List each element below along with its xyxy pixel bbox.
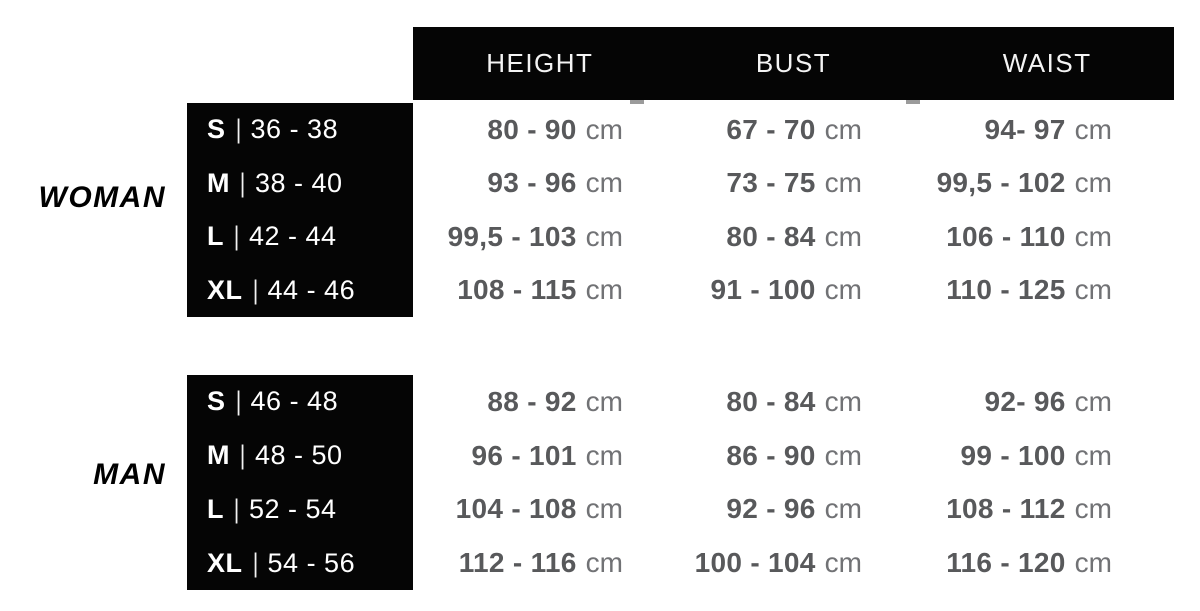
value-number: 99,5 - 102: [936, 167, 1066, 199]
waist-value: [920, 375, 1174, 429]
waist-value: [920, 536, 1174, 590]
size-code: XL: [207, 547, 243, 578]
value-unit: cm: [585, 547, 623, 579]
value-number: 96 - 101: [471, 439, 577, 471]
value-unit: cm: [824, 547, 862, 579]
value-number: 73 - 75: [726, 167, 816, 199]
bust-value: [667, 103, 920, 157]
bust-value: [667, 375, 920, 429]
size-range: 52 - 54: [249, 493, 337, 524]
bust-value: [667, 210, 920, 264]
value-number: 91 - 100: [710, 274, 816, 306]
waist-value: [920, 103, 1174, 157]
value-unit: cm: [585, 220, 623, 252]
value-unit: cm: [1074, 547, 1112, 579]
size-range: 46 - 48: [250, 386, 339, 417]
woman-section: [187, 103, 1174, 317]
size-cell: [187, 429, 413, 483]
value-number: 112 - 116: [458, 547, 577, 579]
group-label-man: MAN: [93, 458, 166, 491]
value-number: 80 - 90: [487, 113, 577, 145]
size-cell: [187, 103, 413, 157]
bust-value: [667, 157, 920, 211]
value-unit: cm: [1074, 385, 1112, 417]
value-number: 92- 96: [984, 385, 1066, 417]
value-number: 106 - 110: [946, 220, 1066, 252]
value-unit: cm: [824, 167, 862, 199]
size-cell: [187, 210, 413, 264]
man-section: [187, 375, 1174, 590]
value-unit: cm: [1074, 113, 1112, 145]
value-unit: cm: [585, 167, 623, 199]
value-number: 93 - 96: [487, 167, 577, 199]
value-number: 108 - 112: [946, 493, 1066, 525]
value-unit: cm: [585, 493, 623, 525]
size-range: 36 - 38: [250, 114, 339, 145]
value-number: 67 - 70: [726, 113, 816, 145]
size-code: M: [207, 440, 230, 471]
height-value: [413, 210, 667, 264]
size-range: 38 - 40: [255, 167, 343, 198]
value-unit: cm: [585, 274, 623, 306]
waist-value: [920, 483, 1174, 537]
size-cell: [187, 157, 413, 211]
waist-value: [920, 429, 1174, 483]
height-value: [413, 264, 667, 318]
value-number: 110 - 125: [946, 274, 1066, 306]
height-value: [413, 429, 667, 483]
value-unit: cm: [1074, 274, 1112, 306]
value-number: 94- 97: [984, 113, 1066, 145]
size-cell: [187, 483, 413, 537]
value-number: 100 - 104: [694, 547, 816, 579]
bust-value: [667, 429, 920, 483]
value-unit: cm: [1074, 493, 1112, 525]
height-value: [413, 536, 667, 590]
waist-value: [920, 264, 1174, 318]
column-header-bust: BUST: [755, 48, 832, 78]
column-header-waist: WAIST: [1002, 48, 1092, 78]
size-separator: |: [239, 440, 246, 471]
bust-value: [667, 483, 920, 537]
size-separator: |: [239, 167, 246, 198]
group-label-woman: WOMAN: [38, 181, 166, 214]
value-unit: cm: [585, 113, 623, 145]
size-code: S: [207, 114, 226, 145]
value-unit: cm: [824, 439, 862, 471]
value-number: 99 - 100: [960, 439, 1066, 471]
size-separator: |: [252, 547, 258, 578]
value-number: 88 - 92: [487, 385, 577, 417]
column-header-height: HEIGHT: [486, 48, 594, 78]
value-unit: cm: [1074, 167, 1112, 199]
size-code: L: [207, 493, 224, 524]
bust-value: [667, 536, 920, 590]
value-unit: cm: [824, 220, 862, 252]
size-range: 42 - 44: [249, 221, 337, 252]
height-value: [413, 483, 667, 537]
height-value: [413, 157, 667, 211]
size-separator: |: [235, 386, 241, 417]
value-number: 104 - 108: [455, 493, 577, 525]
size-range: 54 - 56: [267, 547, 356, 578]
waist-value: [920, 157, 1174, 211]
size-code: XL: [207, 274, 243, 305]
size-separator: |: [235, 114, 241, 145]
table-header: [413, 27, 1174, 100]
value-number: 80 - 84: [726, 385, 816, 417]
size-separator: |: [252, 274, 258, 305]
value-number: 99,5 - 103: [447, 220, 577, 252]
value-unit: cm: [824, 113, 862, 145]
value-unit: cm: [824, 274, 862, 306]
value-unit: cm: [1074, 439, 1112, 471]
value-unit: cm: [585, 439, 623, 471]
value-unit: cm: [1074, 220, 1112, 252]
height-value: [413, 375, 667, 429]
size-code: M: [207, 167, 230, 198]
value-number: 86 - 90: [726, 439, 816, 471]
size-cell: [187, 375, 413, 429]
size-code: S: [207, 386, 226, 417]
value-number: 116 - 120: [946, 547, 1066, 579]
value-unit: cm: [585, 385, 623, 417]
value-number: 80 - 84: [726, 220, 816, 252]
size-code: L: [207, 221, 224, 252]
size-cell: [187, 536, 413, 590]
value-unit: cm: [824, 385, 862, 417]
size-separator: |: [233, 221, 240, 252]
size-range: 48 - 50: [255, 440, 343, 471]
size-cell: [187, 264, 413, 318]
height-value: [413, 103, 667, 157]
size-range: 44 - 46: [267, 274, 356, 305]
waist-value: [920, 210, 1174, 264]
bust-value: [667, 264, 920, 318]
value-number: 92 - 96: [726, 493, 816, 525]
value-unit: cm: [824, 493, 862, 525]
size-separator: |: [233, 493, 240, 524]
value-number: 108 - 115: [457, 274, 577, 306]
